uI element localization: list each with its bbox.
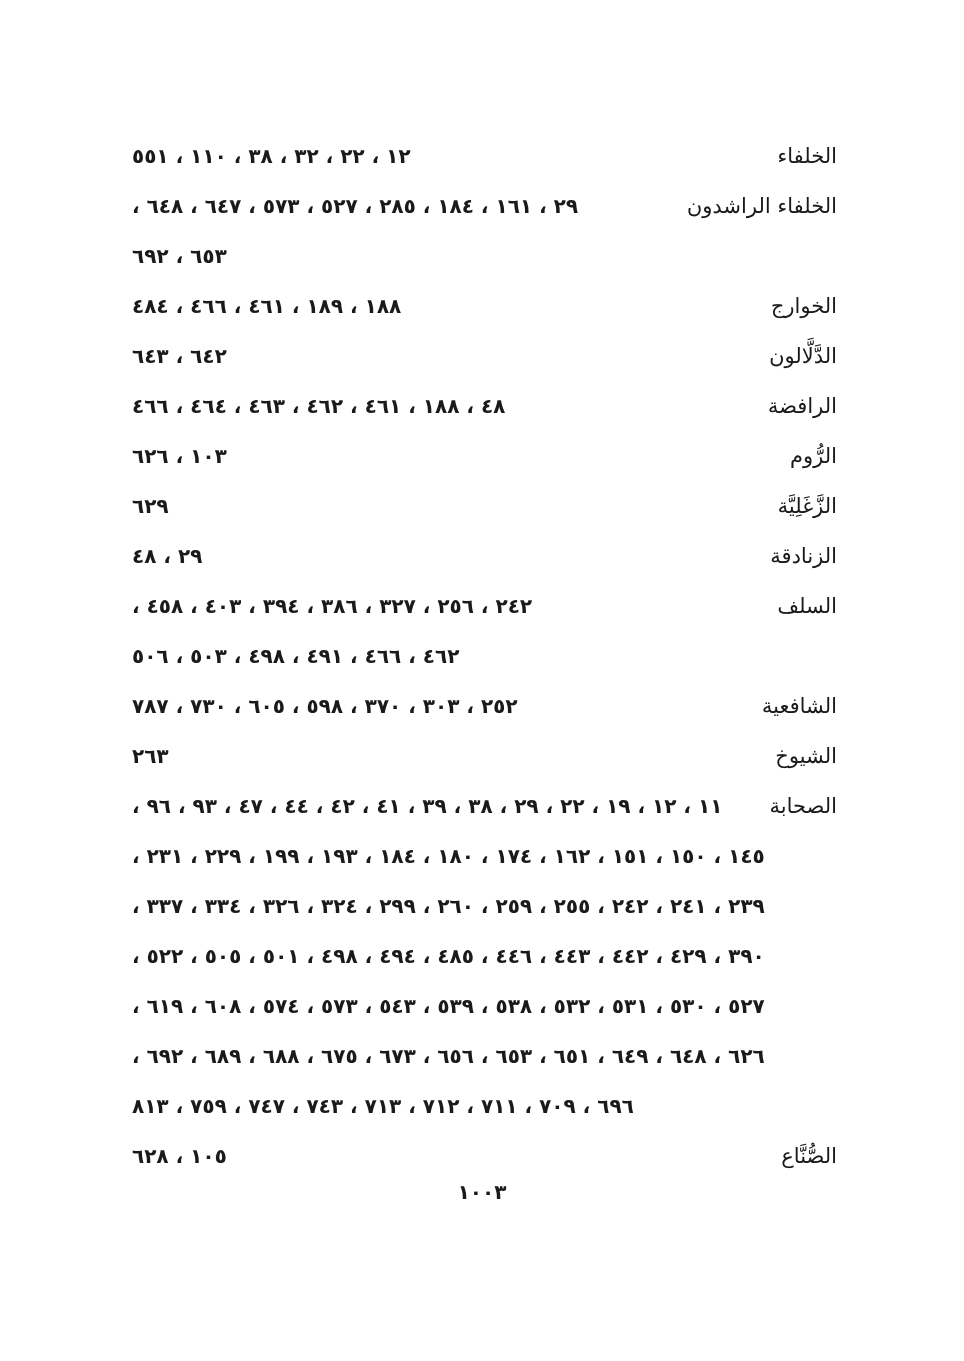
entry-pages: ٢٣٩ ، ٢٤١ ، ٢٤٢ ، ٢٥٥ ، ٢٥٩ ، ٢٦٠ ، ٢٩٩ ، ٣٢٤ ، ٣٢٦ ، ٣٣٤ ، ٣٣٧ ،: [132, 894, 765, 918]
entry-pages: ١٨٨ ، ١٨٩ ، ٤٦١ ، ٤٦٦ ، ٤٨٤: [132, 294, 402, 318]
entry-pages: ٤٨ ، ١٨٨ ، ٤٦١ ، ٤٦٢ ، ٤٦٣ ، ٤٦٤ ، ٤٦٦: [132, 394, 506, 418]
entry-term: الشيوخ: [775, 744, 837, 768]
entry-term: الصُّنَّاع: [781, 1144, 837, 1168]
entry-pages: ١١ ، ١٢ ، ١٩ ، ٢٢ ، ٢٩ ، ٣٨ ، ٣٩ ، ٤١ ، ٤٢ ، ٤٤ ، ٤٧ ، ٩٣ ، ٩٦ ،: [132, 794, 723, 818]
entry-term: الخلفاء الراشدون: [686, 194, 837, 218]
entry-pages: ٢٩ ، ٤٨: [132, 544, 203, 568]
index-entry: [132, 181, 837, 231]
index-entry-continuation: [132, 1081, 837, 1131]
entry-term: السلف: [777, 594, 837, 618]
index-entry-continuation: [132, 631, 837, 681]
entry-term: الدَّلَّالون: [769, 344, 837, 368]
index-entry: [132, 681, 837, 731]
entry-term: الشافعية: [761, 694, 837, 718]
entry-term: الخوارج: [770, 294, 837, 318]
entry-pages: ٦٢٩: [132, 494, 169, 518]
entry-term: الخلفاء: [777, 144, 837, 168]
page-number: ١٠٠٣: [457, 1180, 507, 1204]
index-entry: [132, 581, 837, 631]
index-entry: [132, 381, 837, 431]
entry-pages: ١٠٥ ، ٦٢٨: [132, 1144, 227, 1168]
index-entry: [132, 281, 837, 331]
index-entry: [132, 331, 837, 381]
entry-pages: ١٠٣ ، ٦٢٦: [132, 444, 227, 468]
entry-pages: ١٢ ، ٢٢ ، ٣٢ ، ٣٨ ، ١١٠ ، ٥٥١: [132, 144, 411, 168]
index-entry: [132, 431, 837, 481]
entry-pages: ٦٤٢ ، ٦٤٣: [132, 344, 227, 368]
entry-term: الزَّغَلِيَّة: [777, 494, 837, 518]
index-entry-continuation: [132, 931, 837, 981]
index-entry: [132, 481, 837, 531]
entry-pages: ٢٤٢ ، ٢٥٦ ، ٣٢٧ ، ٣٨٦ ، ٣٩٤ ، ٤٠٣ ، ٤٥٨ ،: [132, 594, 533, 618]
index-entry: [132, 131, 837, 181]
index-entry: [132, 531, 837, 581]
entry-pages: ٦٢٦ ، ٦٤٨ ، ٦٤٩ ، ٦٥١ ، ٦٥٣ ، ٦٥٦ ، ٦٧٣ ، ٦٧٥ ، ٦٨٨ ، ٦٨٩ ، ٦٩٢ ،: [132, 1044, 765, 1068]
entry-term: الرافضة: [767, 394, 837, 418]
index-entry-continuation: [132, 1031, 837, 1081]
entry-term: الصحابة: [769, 794, 837, 818]
entry-term: الرُّوم: [790, 444, 837, 468]
index-entry: [132, 731, 837, 781]
index-entry: [132, 1131, 837, 1181]
entry-pages: ٦٩٦ ، ٧٠٩ ، ٧١١ ، ٧١٢ ، ٧١٣ ، ٧٤٣ ، ٧٤٧ ، ٧٥٩ ، ٨١٣: [132, 1094, 634, 1118]
entry-pages: ٢٩ ، ١٦١ ، ١٨٤ ، ٢٨٥ ، ٥٢٧ ، ٥٧٣ ، ٦٤٧ ، ٦٤٨ ،: [132, 194, 579, 218]
entry-term: الزنادقة: [770, 544, 837, 568]
entry-pages: ٦٥٣ ، ٦٩٢: [132, 244, 227, 268]
entry-pages: ١٤٥ ، ١٥٠ ، ١٥١ ، ١٦٢ ، ١٧٤ ، ١٨٠ ، ١٨٤ ، ١٩٣ ، ١٩٩ ، ٢٢٩ ، ٢٣١ ،: [132, 844, 765, 868]
index-entry: [132, 781, 837, 831]
index-entry-continuation: [132, 831, 837, 881]
entry-pages: ٤٦٢ ، ٤٦٦ ، ٤٩١ ، ٤٩٨ ، ٥٠٣ ، ٥٠٦: [132, 644, 460, 668]
index-entry-continuation: [132, 231, 837, 281]
index-entry-continuation: [132, 881, 837, 931]
entry-pages: ٣٩٠ ، ٤٢٩ ، ٤٤٢ ، ٤٤٣ ، ٤٤٦ ، ٤٨٥ ، ٤٩٤ ، ٤٩٨ ، ٥٠١ ، ٥٠٥ ، ٥٢٢ ،: [132, 944, 765, 968]
index-entry-continuation: [132, 981, 837, 1031]
entry-pages: ٥٢٧ ، ٥٣٠ ، ٥٣١ ، ٥٣٢ ، ٥٣٨ ، ٥٣٩ ، ٥٤٣ ، ٥٧٣ ، ٥٧٤ ، ٦٠٨ ، ٦١٩ ،: [132, 994, 765, 1018]
index-entries: [132, 131, 837, 1181]
entry-pages: ٢٦٣: [132, 744, 169, 768]
entry-pages: ٢٥٢ ، ٣٠٣ ، ٣٧٠ ، ٥٩٨ ، ٦٠٥ ، ٧٣٠ ، ٧٨٧: [132, 694, 518, 718]
